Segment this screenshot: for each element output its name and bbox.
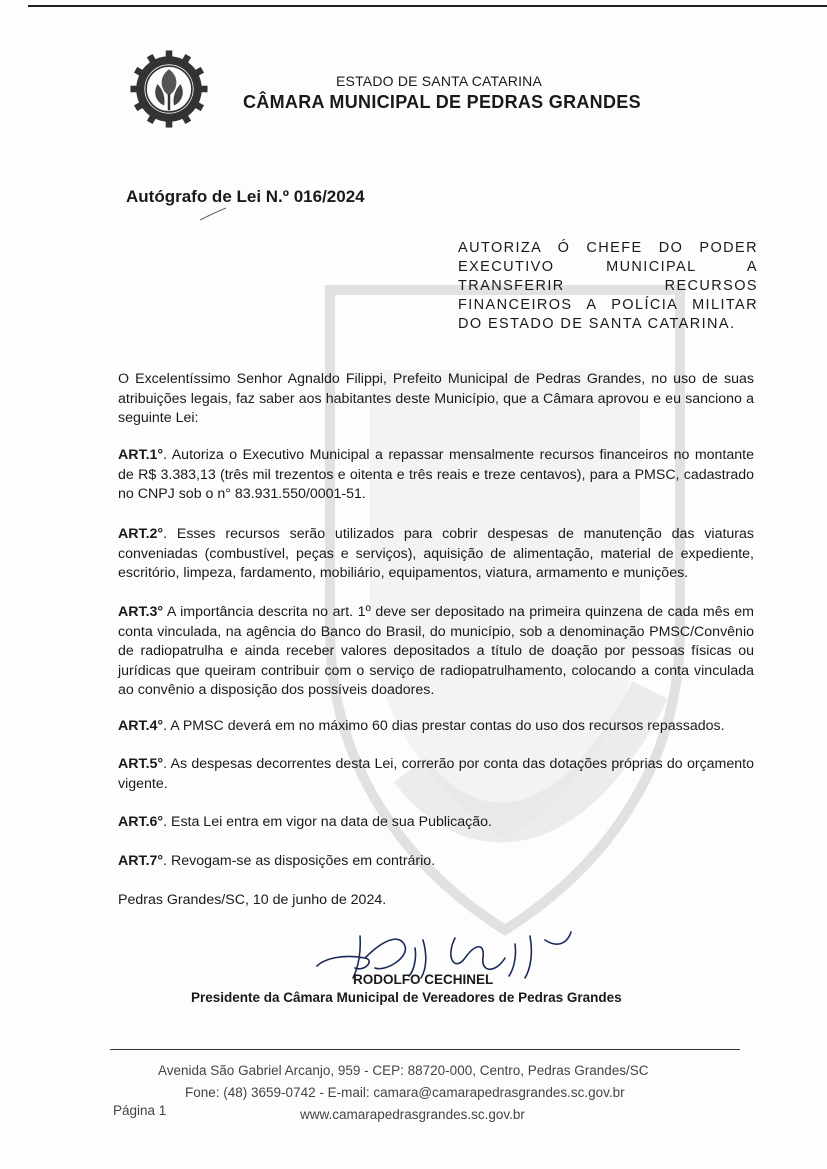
signer-name: RODOLFO CECHINEL [353,972,494,987]
footer-address: Avenida São Gabriel Arcanjo, 959 - CEP: 88720-000, Centro, Pedras Grandes/SC [158,1063,649,1078]
article-4 [118,717,754,737]
article-label: ART.5° [118,756,164,772]
article-text: . Revogam-se as disposições em contrário. [163,853,436,869]
article-label: ART.2° [118,526,164,542]
chamber-name: CÂMARA MUNICIPAL DE PEDRAS GRANDES [243,92,641,112]
article-text: . As despesas decorrentes desta Lei, correrão por conta das dotações próprias do orçamento vigente. [118,756,754,792]
article-label: ART.7° [118,853,164,869]
article-text: A importância descrita no art. 1º deve ser depositado na primeira quinzena de cada mês em conta vinculada, na agência do Banco do Brasil, do município, sob a denominação PMSC/Convênio de radiopatrulha e ainda receber valores depositados a título de doação por pessoas físicas ou jurídicas que queiram contribuir com o serviço de radiopatrulhamento, colocando a conta vinculada ao convênio a disposição dos possíveis doadores. [118,604,754,698]
article-3 [118,603,754,701]
article-5 [118,755,754,794]
article-text: . Esses recursos serão utilizados para cobrir despesas de manutenção das viaturas conveniadas (combustível, peças e serviços), aquisição de alimentação, material de expediente, escritório, limpeza, fardamento, mobiliário, equipamentos, viatura, armamento e munições. [118,526,754,581]
article-label: ART.3° [118,604,164,620]
article-1 [118,446,754,505]
preamble-paragraph: O Excelentíssimo Senhor Agnaldo Filippi, Prefeito Municipal de Pedras Grandes, no uso de suas atribuições legais, faz saber aos habitantes deste Município, que a Câmara aprovou e eu sanciono a seguinte Lei: [118,371,754,426]
top-border-line [28,5,827,7]
state-name: ESTADO DE SANTA CATARINA [336,73,543,89]
law-summary: AUTORIZA Ó CHEFE DO PODER EXECUTIVO MUNICIPAL A TRANSFERIR RECURSOS FINANCEIROS A POLÍCIA MILITAR DO ESTADO DE SANTA CATARINA. [458,240,758,332]
document-title: Autógrafo de Lei N.º 016/2024 [126,187,365,206]
article-label: ART.1° [118,447,164,463]
article-2 [118,525,754,584]
page-number: Página 1 [113,1103,167,1118]
article-text: . Esta Lei entra em vigor na data de sua Publicação. [163,814,492,830]
date-line: Pedras Grandes/SC, 10 de junho de 2024. [118,892,387,908]
footer-divider [110,1049,740,1050]
article-text: . Autoriza o Executivo Municipal a repassar mensalmente recursos financeiros no montante de R$ 3.383,13 (três mil trezentos e oitenta e três reais e treze centavos), para a PMSC, cadastrado no CNPJ sob o n° 83.931.550/0001-51. [118,447,754,502]
footer-website[interactable]: www.camarapedrasgrandes.sc.gov.br [300,1107,525,1122]
municipal-seal-icon [128,48,210,130]
signer-role: Presidente da Câmara Municipal de Vereadores de Pedras Grandes [191,990,622,1005]
article-text: . A PMSC deverá em no máximo 60 dias prestar contas do uso dos recursos repassados. [163,718,725,734]
article-6 [118,813,754,833]
article-label: ART.4° [118,718,164,734]
article-7 [118,852,754,872]
article-label: ART.6° [118,814,164,830]
watermark-emblem [270,250,740,950]
pen-stroke-mark [198,206,228,222]
footer-contact: Fone: (48) 3659-0742 - E-mail: camara@camarapedrasgrandes.sc.gov.br [185,1085,625,1100]
